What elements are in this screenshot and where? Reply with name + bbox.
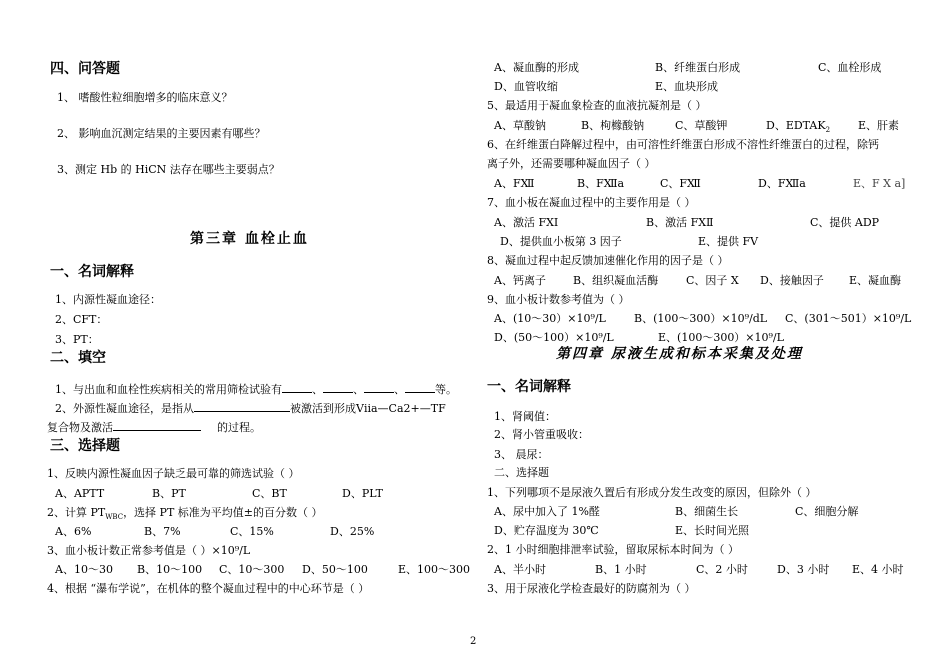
question-text: 2、计算 PT — [47, 506, 106, 519]
section-heading: 一、名词解释 — [487, 379, 571, 395]
choice-question: 9、血小板计数参考值为（ ） — [487, 293, 630, 306]
option-d: D、25% — [330, 525, 375, 538]
option-a: A、6% — [55, 525, 92, 538]
question-text: ，选择 PT 标准为平均值±的百分数（ ） — [123, 506, 323, 519]
section-heading: 三、选择题 — [50, 438, 120, 454]
option-e: E、凝血酶 — [849, 274, 902, 287]
term-item: 3、 晨尿： — [494, 448, 549, 461]
fill-text: 1、与出血和血栓性疾病相关的常用筛检试验有 — [55, 383, 282, 396]
option-a: A、激活 FXI — [494, 216, 559, 229]
option-b: B、PT — [152, 487, 186, 500]
subscript: 2 — [825, 126, 831, 135]
option-a: A、凝血酶的形成 — [494, 61, 579, 74]
choice-question — [47, 506, 323, 524]
separator: 、 — [312, 383, 323, 396]
choice-question: 6、在纤维蛋白降解过程中，由可溶性纤维蛋白形成不溶性纤维蛋白的过程，除钙 — [487, 138, 879, 151]
option-e: E、(100～300）×10⁹/L — [658, 331, 784, 344]
section-heading: 二、填空 — [50, 350, 106, 366]
term-item: 2、CFT： — [55, 313, 108, 326]
option-a: A、10～30 — [55, 563, 113, 576]
fill-item — [47, 419, 261, 435]
option-d: D、血管收缩 — [494, 80, 558, 93]
blank-line — [194, 400, 290, 412]
option-e: E、F X a] — [853, 177, 906, 190]
choice-question: 3、用于尿液化学检查最好的防腐剂为（ ） — [487, 582, 696, 595]
option-b: B、激活 FXⅡ — [646, 216, 714, 229]
blank-line — [113, 419, 201, 431]
question-item: 3、测定 Hb 的 HiCN 法存在哪些主要弱点？ — [57, 163, 280, 176]
term-item: 3、PT： — [55, 333, 99, 346]
option-a: A、草酸钠 — [494, 119, 546, 132]
fill-text: 复合物及激活 — [47, 421, 113, 434]
option-b: B、细菌生长 — [675, 505, 739, 518]
option-b: B、枸橼酸钠 — [581, 119, 645, 132]
option-c: C、BT — [252, 487, 287, 500]
option-text: D、EDTAK — [766, 119, 826, 132]
option-c: C、提供 ADP — [810, 216, 880, 229]
option-a: A、钙离子 — [494, 274, 546, 287]
option-d: D、提供血小板第 3 因子 — [500, 235, 622, 248]
choice-question: 1、下列哪项不是尿液久置后有形成分发生改变的原因，但除外（ ） — [487, 486, 817, 499]
blank-line — [405, 381, 435, 393]
option-c: C、细胞分解 — [795, 505, 859, 518]
option-a: A、(10～30）×10⁹/L — [494, 312, 606, 325]
option-e: E、血块形成 — [655, 80, 719, 93]
option-b: B、7% — [144, 525, 181, 538]
option-e: E、提供 FV — [698, 235, 759, 248]
option-e: E、100～300 — [398, 563, 471, 576]
separator: 、 — [353, 383, 364, 396]
choice-question: 3、血小板计数正常参考值是（ ）×10⁹/L — [47, 544, 251, 557]
option-c: C、(301～501）×10⁹/L — [785, 312, 912, 325]
option-a: A、尿中加入了 1%醛 — [494, 505, 600, 518]
choice-question: 1、反映内源性凝血因子缺乏最可靠的筛选试验（ ） — [47, 467, 300, 480]
separator: 、 — [394, 383, 405, 396]
choice-question-cont: 离子外，还需要哪种凝血因子（ ） — [487, 157, 656, 170]
option-c: C、因子 X — [686, 274, 739, 287]
term-item: 1、肾阈值： — [494, 410, 556, 423]
fill-item — [55, 381, 457, 397]
blank-line — [282, 381, 312, 393]
section-heading: 四、问答题 — [50, 61, 120, 77]
option-c: C、FⅫ — [660, 177, 701, 190]
option-d: D、50～100 — [302, 563, 368, 576]
option-d: D、PLT — [342, 487, 383, 500]
option-d: D、贮存温度为 30℃ — [494, 524, 599, 537]
term-item: 1、内源性凝血途径： — [55, 293, 161, 306]
fill-text: 2、外源性凝血途径，是指从 — [55, 402, 194, 415]
option-e: E、肝素 — [858, 119, 900, 132]
option-d — [766, 119, 830, 137]
fill-text: 的过程。 — [217, 421, 261, 434]
fill-text: 被激活到形成Ⅴⅱa—Ca2+—TF — [290, 402, 446, 415]
option-b: B、纤维蛋白形成 — [655, 61, 741, 74]
option-c: C、10～300 — [219, 563, 285, 576]
term-item: 2、肾小管重吸收： — [494, 428, 589, 441]
question-item: 2、 影响血沉测定结果的主要因素有哪些？ — [57, 127, 266, 140]
option-d: D、3 小时 — [777, 563, 830, 576]
question-item: 1、 嗜酸性粒细胞增多的临床意义？ — [57, 91, 233, 104]
page-number: 2 — [470, 636, 477, 647]
option-c: C、血栓形成 — [818, 61, 882, 74]
section-heading: 一、名词解释 — [50, 264, 134, 280]
option-e: E、长时间光照 — [675, 524, 750, 537]
section-heading: 二、选择题 — [494, 466, 549, 479]
blank-line — [364, 381, 394, 393]
choice-question: 2、1 小时细胞排泄率试验，留取尿标本时间为（ ） — [487, 543, 739, 556]
option-d: D、FⅫa — [758, 177, 806, 190]
option-b: B、FⅫa — [577, 177, 625, 190]
choice-question: 4、根据 “瀑布学说”，在机体的整个凝血过程中的中心环节是（ ） — [47, 582, 370, 595]
option-b: B、1 小时 — [595, 563, 647, 576]
fill-item — [55, 400, 446, 416]
blank-line — [323, 381, 353, 393]
choice-question: 5、最适用于凝血象检查的血液抗凝剂是（ ） — [487, 99, 707, 112]
subscript: WBC — [105, 513, 124, 522]
option-c: C、草酸钾 — [675, 119, 728, 132]
option-a: A、FⅫ — [494, 177, 535, 190]
option-c: C、15% — [230, 525, 274, 538]
option-a: A、APTT — [55, 487, 105, 500]
option-b: B、10～100 — [137, 563, 203, 576]
option-b: B、组织凝血活酶 — [573, 274, 659, 287]
option-b: B、(100～300）×10⁹/dL — [634, 312, 768, 325]
option-d: D、(50～100）×10⁹/L — [494, 331, 614, 344]
fill-text: 等。 — [435, 383, 457, 396]
choice-question: 7、血小板在凝血过程中的主要作用是（ ） — [487, 196, 696, 209]
option-a: A、半小时 — [494, 563, 546, 576]
option-d: D、接触因子 — [760, 274, 824, 287]
option-e: E、4 小时 — [852, 563, 904, 576]
choice-question: 8、凝血过程中起反馈加速催化作用的因子是（ ） — [487, 254, 729, 267]
chapter-title: 第四章 尿液生成和标本采集及处理 — [556, 346, 803, 362]
option-c: C、2 小时 — [696, 563, 748, 576]
chapter-title: 第三章 血栓止血 — [190, 231, 309, 247]
